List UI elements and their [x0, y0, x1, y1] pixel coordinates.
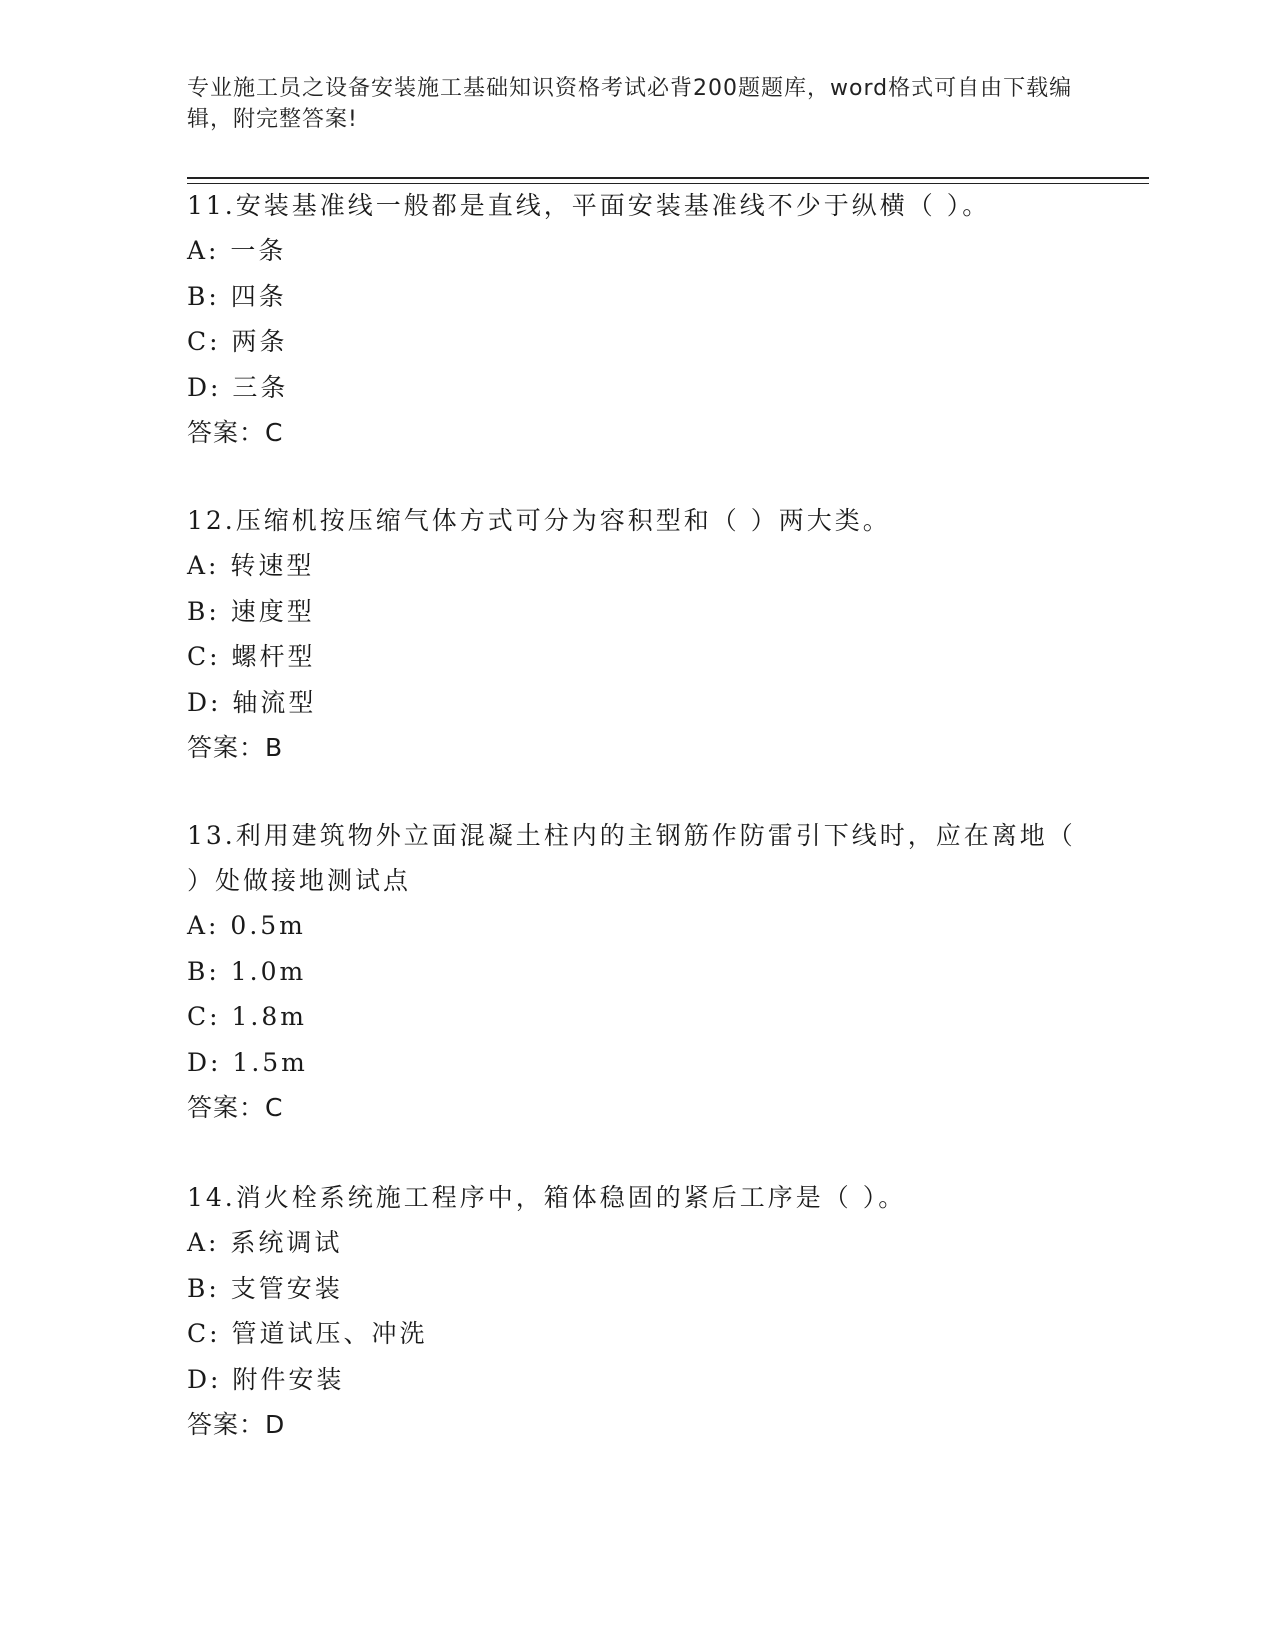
- option-b: B: 支管安装: [187, 1273, 343, 1303]
- option-c: C: 1.8m: [187, 1002, 307, 1031]
- question-12: [187, 498, 1087, 770]
- answer-label: 答案：D: [187, 1410, 286, 1439]
- option-b: B: 速度型: [187, 596, 315, 626]
- option-d: D: 三条: [187, 372, 289, 402]
- option-d: D: 1.5m: [187, 1047, 308, 1077]
- document-header: [187, 73, 1087, 135]
- option-d: D: 附件安装: [187, 1364, 345, 1394]
- option-a: A: 转速型: [187, 551, 315, 580]
- question-stem: 14.消火栓系统施工程序中，箱体稳固的紧后工序是（ ）。: [187, 1183, 907, 1212]
- question-13: [187, 813, 1087, 1130]
- question-11: [187, 183, 1087, 455]
- answer-label: 答案：B: [187, 733, 284, 762]
- header-divider-thick: [187, 177, 1149, 179]
- question-stem: 13.利用建筑物外立面混凝土柱内的主钢筋作防雷引下线时，应在离地（ ）处做接地测试点: [187, 821, 1076, 895]
- option-a: A: 0.5m: [187, 911, 306, 940]
- option-c: C: 管道试压、冲洗: [187, 1319, 428, 1348]
- question-stem: 12.压缩机按压缩气体方式可分为容积型和（ ）两大类。: [187, 506, 891, 535]
- option-c: C: 两条: [187, 327, 288, 356]
- question-stem: 11.安装基准线一般都是直线，平面安装基准线不少于纵横（ ）。: [187, 191, 991, 220]
- question-14: [187, 1175, 1087, 1447]
- option-c: C: 螺杆型: [187, 642, 316, 671]
- option-a: A: 一条: [187, 236, 287, 265]
- answer-label: 答案：C: [187, 1093, 284, 1122]
- option-b: B: 1.0m: [187, 956, 307, 986]
- option-d: D: 轴流型: [187, 687, 317, 717]
- document-title: 专业施工员之设备安装施工基础知识资格考试必背200题题库，word格式可自由下载编辑，附完整答案!: [187, 76, 1073, 132]
- answer-label: 答案：C: [187, 418, 284, 447]
- option-a: A: 系统调试: [187, 1228, 343, 1257]
- option-b: B: 四条: [187, 281, 287, 311]
